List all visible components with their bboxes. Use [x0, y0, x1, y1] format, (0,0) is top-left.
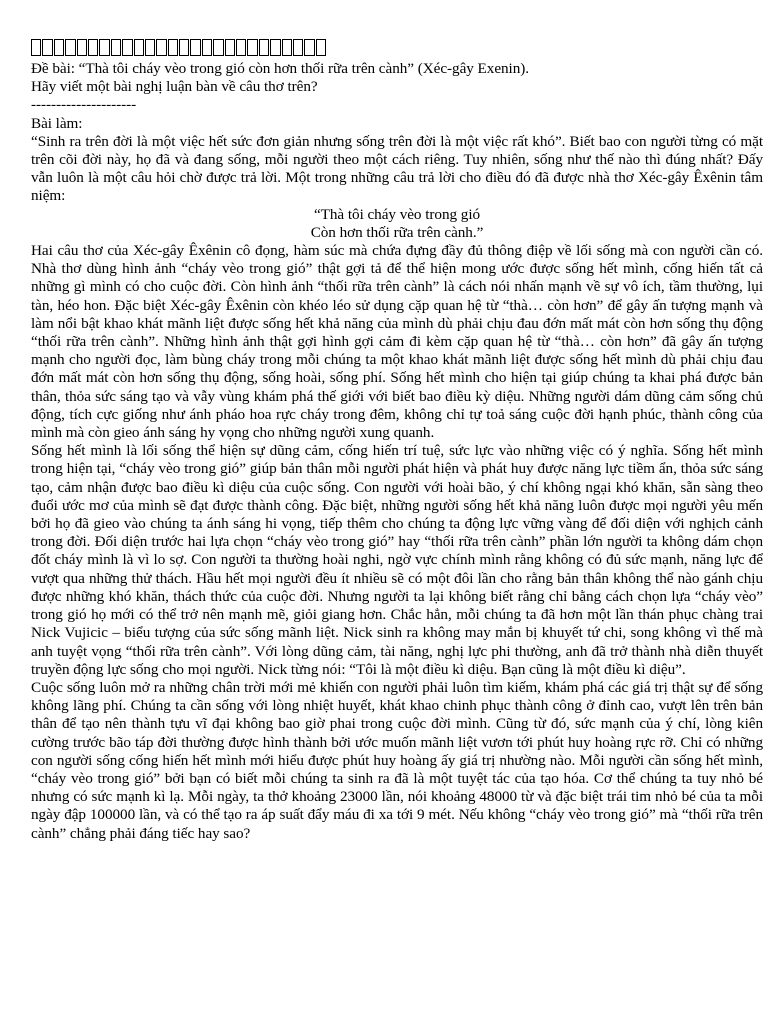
missing-glyph-box — [134, 39, 144, 56]
document-title-missing-glyphs — [31, 36, 763, 60]
missing-glyph-box — [270, 39, 280, 56]
missing-glyph-box — [54, 39, 64, 56]
missing-glyph-box — [202, 39, 212, 56]
missing-glyph-box — [65, 39, 75, 56]
missing-glyph-box — [111, 39, 121, 56]
missing-glyph-box — [122, 39, 132, 56]
missing-glyph-box — [236, 39, 246, 56]
missing-glyph-box — [156, 39, 166, 56]
missing-glyph-box — [282, 39, 292, 56]
missing-glyph-box — [42, 39, 52, 56]
missing-glyph-box — [145, 39, 155, 56]
document-page — [31, 36, 763, 843]
missing-glyph-box — [77, 39, 87, 56]
divider: --------------------- — [31, 96, 137, 114]
missing-glyph-box — [168, 39, 178, 56]
body-paragraph-1: Hai câu thơ của Xéc-gây Êxênin cô đọng, hàm súc mà chứa đựng đầy đủ thông điệp về lối sống mà con người cần có. Nhà thơ dùng hình ảnh “cháy vèo trong gió” thật gợi tả để thể hiện mong ước được sống hết mình, cống hiến tất cả những gì mình có cho cuộc đời. Còn hình ảnh “thối rữa trên cành” là cách nói nhấn mạnh về sự vô ích, tầm thường, lụi tàn, héo hon. Đặc biệt Xéc-gây Êxênin còn khéo léo sử dụng cặp quan hệ từ “thà… còn hơn” để gây ấn tượng mạnh và làm nổi bật khao khát mãnh liệt được sống hết khả năng của mình dù phải chịu đau đớn mất mát còn hơn sống thụ động “thối rữa trên cành”. Những hình ảnh thật gợi hình gợi cảm đi kèm cặp quan hệ từ “thà… còn hơn” đã gây ấn tượng mạnh cho người đọc, làm bùng cháy trong mỗi chúng ta một khao khát mãnh liệt được sống hết mình dù phải chịu đau đớn mất mát còn hơn sống thụ động, sống hoài, sống phí. Sống hết mình cho hiện tại giúp chúng ta khai phá được bản thân, thỏa sức sáng tạo và vẫy vùng khám phá thế giới với biết bao điều kỳ diệu. Những người dám dũng cảm sống chủ động, tích cực giống như ánh pháo hoa rực cháy trong đêm, không chỉ tự toả sáng cuộc đời hạnh phúc, thành công của mình mà còn gieo ánh sáng hy vọng cho những người xung quanh. — [31, 242, 763, 442]
missing-glyph-box — [190, 39, 200, 56]
intro-paragraph: “Sinh ra trên đời là một việc hết sức đơn giản nhưng sống trên đời là một việc rất khó”. Biết bao con người từng có mặt trên cõi đời này, họ đã và đang sống, mỗi người theo một cách riêng. Tuy nhiên, sống như thế nào thì đúng nhất? Đấy vẫn luôn là một câu hỏi chờ được trả lời. Một trong những câu trả lời cho điều đó đã được nhà thơ Xéc-gây Êxênin tâm niệm: — [31, 132, 763, 205]
missing-glyph-box — [316, 39, 326, 56]
missing-glyph-box — [99, 39, 109, 56]
section-label: Bài làm: — [31, 114, 83, 132]
prompt-line-1: Đề bài: “Thà tôi cháy vèo trong gió còn hơn thối rữa trên cành” (Xéc-gây Exenin). — [31, 60, 530, 77]
quote-line-2: Còn hơn thối rữa trên cành.” — [310, 223, 484, 241]
missing-glyph-box — [179, 39, 189, 56]
missing-glyph-box — [225, 39, 235, 56]
missing-glyph-box — [304, 39, 314, 56]
body-paragraph-2: Sống hết mình là lối sống thể hiện sự dũng cảm, cống hiến trí tuệ, sức lực vào những việc có ý nghĩa. Sống hết mình trong hiện tại, “cháy vèo trong gió” giúp bản thân mỗi người phát hiện và phát huy được năng lực tiềm ẩn, thỏa sức sáng tạo, cảm nhận được bao điều kì diệu của cuộc sống. Con người với hoài bão, ý chí không ngại khó khăn, sẵn sàng theo đuổi ước mơ của mình sẽ đạt được thành công. Đặc biệt, những người sống hết khả năng luôn được mọi người yêu mến bởi họ đã gieo vào chúng ta ánh sáng hi vọng, tiếp thêm cho chúng ta động lực vững vàng để đối diện với nghịch cảnh trong đời. Đối diện trước hai lựa chọn “cháy vèo trong gió” hay “thối rữa trên cành” phần lớn người ta không dám chọn đốt cháy mình là vì lo sợ. Con người ta thường hoài nghi, ngờ vực chính mình rằng không có đủ sức mạnh, năng lực để vượt qua những thử thách. Hầu hết mọi người đều ít nhiều sẽ có một đôi lần cho rằng bản thân không thể nào gánh chịu được những khó khăn, thách thức của cuộc đời. Nhưng người ta lại không biết rằng chỉ bằng cách chọn lựa “cháy vèo” trong gió họ mới có thể trở nên mạnh mẽ, giỏi giang hơn. Chắc hẳn, mỗi chúng ta đã hơn một lần thán phục chàng trai Nick Vujicic – biểu tượng của sức sống mãnh liệt. Nick sinh ra không may mắn bị khuyết tứ chi, song không vì thế mà anh tuyệt vọng “thối rữa trên cành”. Với lòng dũng cảm, tài năng, nghị lực phi thường, anh đã trở thành nhà diễn thuyết truyền động lực sống cho mọi người. Nick từng nói: “Tôi là một điều kì diệu. Bạn cũng là một điều kì diệu”. — [31, 442, 763, 678]
missing-glyph-box — [31, 39, 41, 56]
missing-glyph-box — [247, 39, 257, 56]
missing-glyph-box — [259, 39, 269, 56]
missing-glyph-box — [88, 39, 98, 56]
missing-glyph-box — [213, 39, 223, 56]
body-paragraph-3: Cuộc sống luôn mở ra những chân trời mới mẻ khiến con người phải luôn tìm kiếm, khám phá các giá trị thật sự để sống không lãng phí. Chúng ta cần sống với lòng nhiệt huyết, khát khao chinh phục thành công ở đỉnh cao, vượt lên trên bản thân để tạo nên thành tựu vĩ đại không bao giờ phai trong cuộc đời mình. Cũng từ đó, sức mạnh của ý chí, lòng kiên cường trước bão táp đời thường được hình thành bởi ước muốn mãnh liệt vươn tới phút huy hoàng rực rỡ. Chỉ có những con người sống cống hiến hết mình mới hiểu được phút huy hoàng ấy giá trị nhường nào. Mỗi người cần sống hết mình, “cháy vèo trong gió” bởi bạn có biết mỗi chúng ta sinh ra đã là một tuyệt tác của tạo hóa. Cơ thể chúng ta tuy nhỏ bé nhưng có sức mạnh kì lạ. Mỗi ngày, ta thở khoảng 23000 lần, nói khoảng 48000 từ và đặc biệt trái tim nhỏ bé của ta mỗi ngày đập 100000 lần, và có thể tạo ra áp suất đẩy máu đi xa tới 9 mét. Nếu không “cháy vèo trong gió” mà “thối rữa trên cành” chẳng phải đáng tiếc hay sao? — [31, 678, 763, 842]
missing-glyph-box — [293, 39, 303, 56]
quote-line-1: “Thà tôi cháy vèo trong gió — [313, 205, 481, 223]
prompt-line-2: Hãy viết một bài nghị luận bàn về câu thơ trên? — [31, 78, 318, 96]
